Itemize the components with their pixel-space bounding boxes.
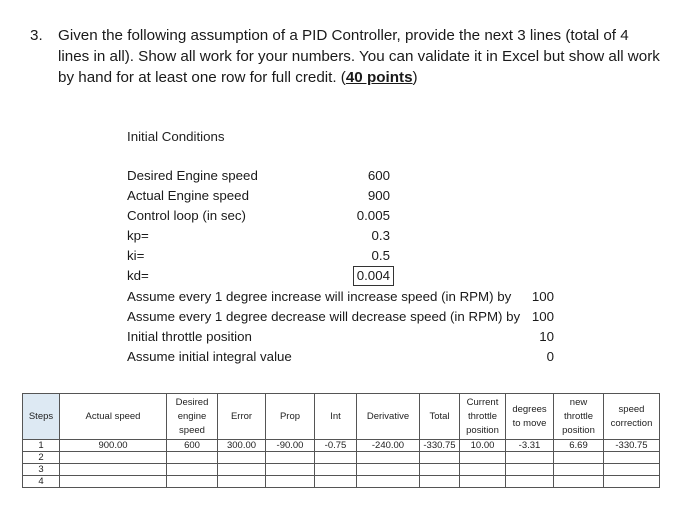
table-row: 2 — [23, 452, 660, 464]
param-kd: kd= 0.004 — [127, 266, 567, 286]
assumption-initial-throttle: Initial throttle position 10 — [127, 329, 554, 344]
header-desired-speed: Desired engine speed — [167, 394, 218, 440]
header-degrees-to-move: degrees to move — [506, 394, 554, 440]
question-line-1: Given the following assumption of a PID Controller, provide the next 3 lines (total of 4 — [58, 27, 629, 44]
param-kp: kp= 0.3 — [127, 228, 390, 243]
table-row: 4 — [23, 476, 660, 488]
header-total: Total — [420, 394, 460, 440]
question-line-3: by hand for at least one row for full credit. (40 points) — [58, 69, 418, 86]
question-number: 3. — [30, 27, 43, 44]
header-error: Error — [218, 394, 266, 440]
assumption-initial-integral: Assume initial integral value 0 — [127, 349, 554, 364]
header-steps: Steps — [23, 394, 60, 440]
param-desired-speed: Desired Engine speed 600 — [127, 168, 390, 183]
points-label: 40 points — [345, 69, 413, 86]
header-current-throttle: Current throttle position — [460, 394, 506, 440]
header-actual-speed: Actual speed — [60, 394, 167, 440]
pid-table — [22, 393, 660, 488]
param-control-loop: Control loop (in sec) 0.005 — [127, 208, 390, 223]
header-prop: Prop — [266, 394, 315, 440]
param-actual-speed: Actual Engine speed 900 — [127, 188, 390, 203]
initial-conditions-title: Initial Conditions — [127, 129, 225, 144]
table-header-row — [23, 394, 660, 440]
kd-value-box: 0.004 — [353, 266, 394, 286]
header-new-throttle: new throttle position — [554, 394, 604, 440]
question-text — [30, 25, 698, 88]
assumption-decrease: Assume every 1 degree decrease will decrease speed (in RPM) by 100 — [127, 309, 554, 324]
question-line-2: lines in all). Show all work for your numbers. You can validate it in Excel but show all work — [58, 48, 660, 65]
header-derivative: Derivative — [357, 394, 420, 440]
assumption-increase: Assume every 1 degree increase will increase speed (in RPM) by 100 — [127, 289, 554, 304]
param-ki: ki= 0.5 — [127, 248, 390, 263]
table-row: 3 — [23, 464, 660, 476]
header-speed-correction: speed correction — [604, 394, 660, 440]
table-row: 1 900.00 600 300.00 -90.00 -0.75 -240.00 -330.75 10.00 -3.31 6.69 -330.75 — [23, 440, 660, 452]
header-int: Int — [315, 394, 357, 440]
